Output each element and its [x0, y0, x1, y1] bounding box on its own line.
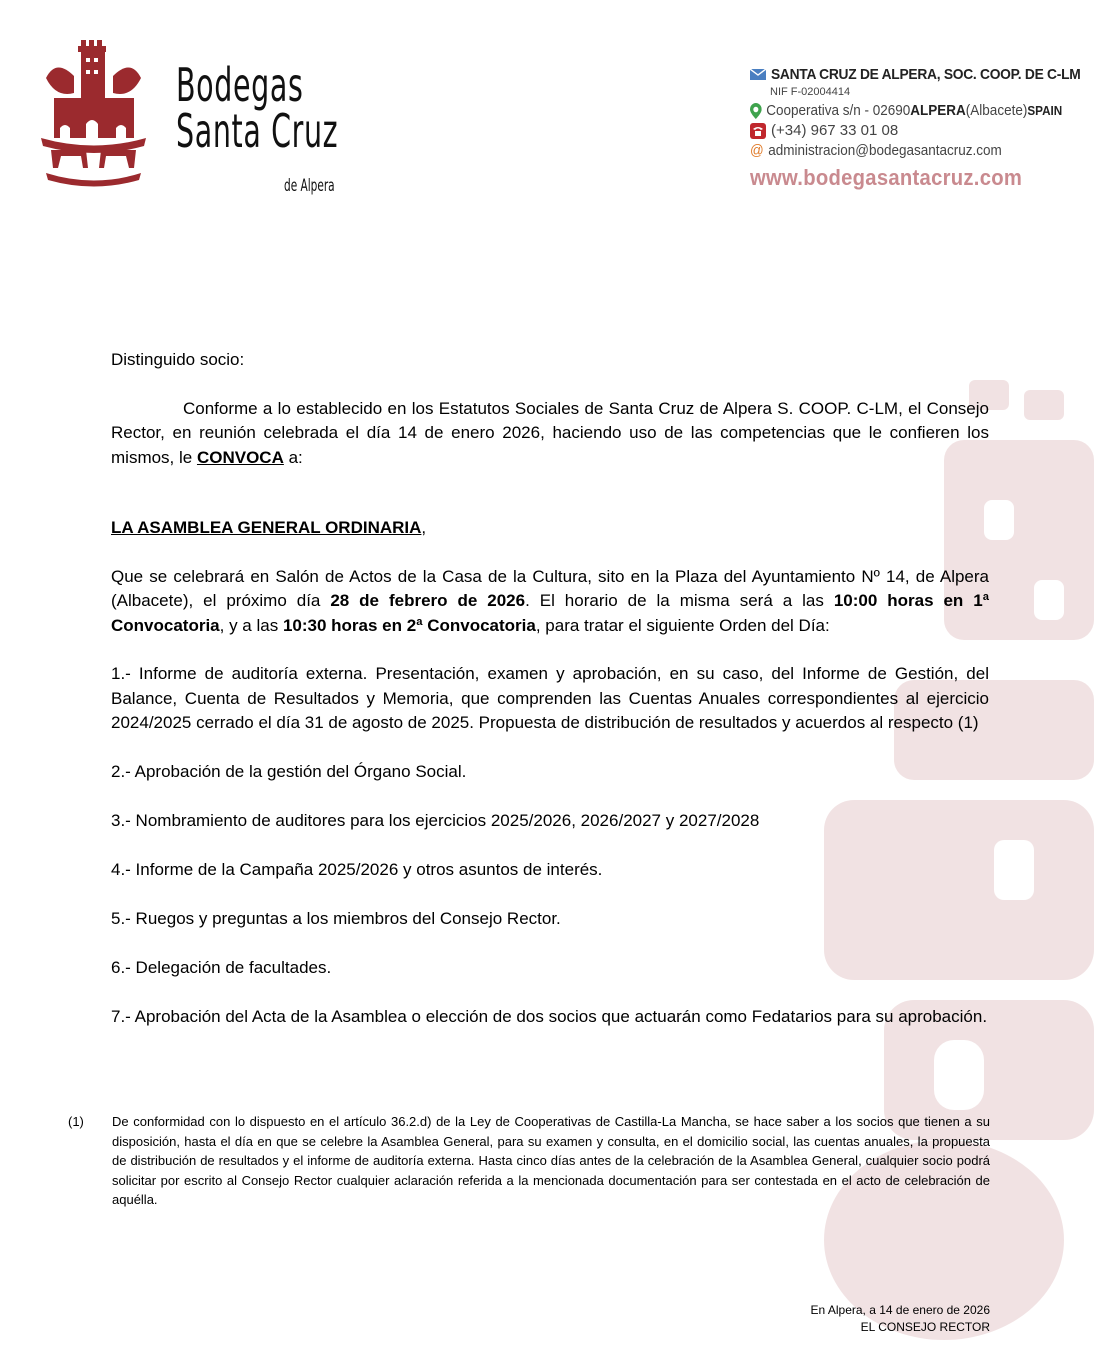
agenda-item: 2.- Aprobación de la gestión del Órgano Social. [111, 762, 467, 781]
website-link[interactable]: www.bodegasantacruz.com [750, 165, 1023, 190]
signer: EL CONSEJO RECTOR [860, 1320, 990, 1334]
company-name: SANTA CRUZ DE ALPERA, SOC. COOP. DE C-LM [771, 66, 1081, 83]
brand-line-2: Santa Cruz [176, 104, 339, 158]
agenda-item: 4.- Informe de la Campaña 2025/2026 y otros asuntos de interés. [111, 860, 603, 879]
footnote-marker: (1) [68, 1114, 84, 1129]
agenda-item: 6.- Delegación de facultades. [111, 958, 332, 977]
coat-of-arms-logo [36, 38, 151, 193]
brand-name [176, 58, 339, 158]
greeting: Distinguido socio: [111, 350, 245, 369]
agenda-item: 7.- Aprobación del Acta de la Asamblea o elección de dos socios que actuarán como Fedatarios para su aprobación. [111, 1007, 988, 1026]
footnote [68, 1112, 990, 1210]
intro-paragraph: Conforme a lo establecido en los Estatutos Sociales de Santa Cruz de Alpera S. COOP. C-LM, el Consejo Rector, en reunión celebrada el día 14 de enero 2026, haciendo uso de las competencias que le confieren los mismos, le CONVOCA a: [111, 398, 989, 467]
location-pin-icon [750, 103, 762, 119]
convoca-keyword: CONVOCA [196, 447, 284, 467]
contact-block [750, 66, 1090, 191]
envelope-icon [750, 69, 766, 80]
venue-paragraph: Que se celebrará en Salón de Actos de la Casa de la Cultura, sito en la Plaza del Ayuntamiento Nº 14, de Alpera (Albacete), el próximo día 28 de febrero de 2026. El horario de la misma será a las 10:00 horas en 1ª Convocatoria, y a las 10:30 horas en 2ª Convocatoria, para tratar el siguiente Orden del Día: [111, 566, 990, 635]
agenda-list [111, 662, 989, 1030]
footnote-text: De conformidad con lo dispuesto en el artículo 36.2.d) de la Ley de Cooperativas de Castilla-La Mancha, se hace saber a los socios que tienen a su disposición, hasta el día en que se celebre la Asamblea General, para su examen y consulta, en el domicilio social, las cuentas anuales, la propuesta de distribución de resultados y el informe de auditoría externa. Hasta cinco días antes de la celebración de la Asamblea General, cualquier socio podrá solicitar por escrito al Consejo Rector cualquier aclaración referida a la mencionada documentación para ser contestada en el acto de celebración de aquélla. [112, 1114, 990, 1207]
letter-body [111, 348, 989, 1054]
at-sign-icon: @ [750, 142, 764, 159]
brand-line-1: Bodegas [176, 58, 304, 112]
signoff [811, 1302, 990, 1336]
place-date: En Alpera, a 14 de enero de 2026 [810, 1303, 990, 1317]
agenda-item: 3.- Nombramiento de auditores para los ejercicios 2025/2026, 2026/2027 y 2027/2028 [111, 811, 760, 830]
agenda-item: 1.- Informe de auditoría externa. Presentación, examen y aprobación, en su caso, del Informe de Gestión, del Balance, Cuenta de Resultados y Memoria, que comprenden las Cuentas Anuales correspondientes al ejercicio 2024/2025 cerrado el día 31 de agosto de 2025. Propuesta de distribución de resultados y acuerdos al respecto (1) [111, 664, 989, 732]
phone-number: (+34) 967 33 01 08 [771, 122, 899, 139]
assembly-title: LA ASAMBLEA GENERAL ORDINARIA, [111, 518, 427, 537]
nif: NIF F-02004414 [770, 86, 851, 98]
email-address[interactable]: administracion@bodegasantacruz.com [768, 142, 1002, 159]
agenda-item: 5.- Ruegos y preguntas a los miembros del Consejo Rector. [111, 909, 561, 928]
address: Cooperativa s/n - 02690 ALPERA (Albacete) SPAIN [750, 102, 1056, 119]
telephone-icon [750, 123, 766, 139]
brand-subline: de Alpera [284, 176, 335, 196]
